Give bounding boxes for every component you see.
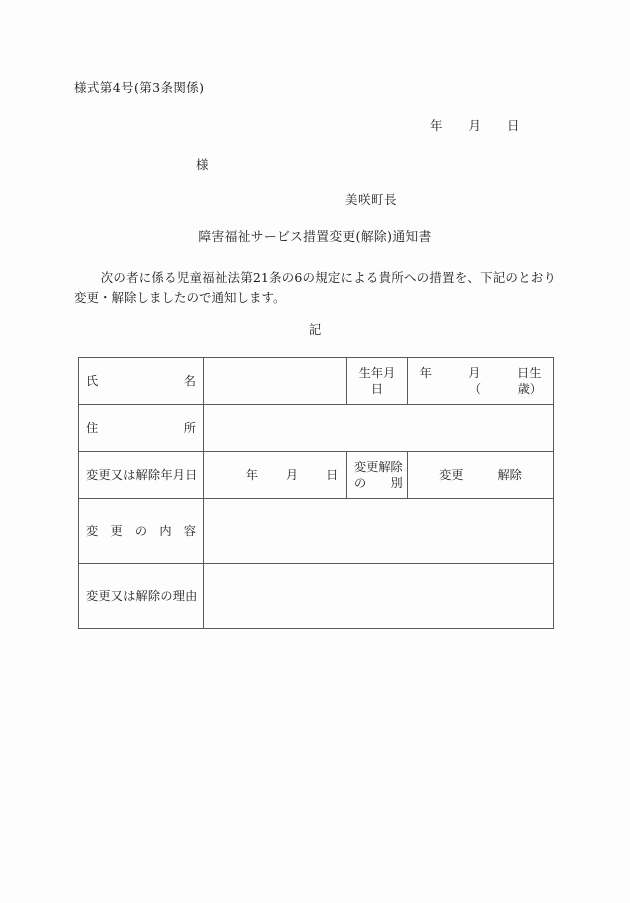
table-row: [79, 358, 554, 405]
change-cancel-type-line2: の 別: [354, 476, 403, 490]
addressee-honorific: 様: [196, 157, 209, 172]
table-row: [79, 499, 554, 564]
field-change-date-value[interactable]: [204, 452, 347, 499]
field-name-value[interactable]: [204, 358, 347, 405]
date-year-label: 年: [430, 118, 443, 133]
label-change-cancel-type: [347, 452, 408, 499]
ki-mark: 記: [308, 322, 322, 337]
birthdate-line1: 年 月 日生: [419, 365, 542, 380]
change-date-day-label: 日: [326, 467, 339, 482]
change-date-month-label: 月: [285, 467, 299, 482]
field-change-content-value[interactable]: [204, 499, 554, 564]
field-change-cancel-reason-value[interactable]: [204, 564, 554, 629]
field-address-value[interactable]: [204, 405, 554, 452]
date-month-label: 月: [468, 118, 482, 133]
label-change-or-cancel-date: 変更又は解除年月日: [79, 452, 204, 499]
document-title: 障害福祉サービス措置変更(解除)通知書: [198, 230, 432, 245]
label-address: 住 所: [79, 405, 204, 452]
body-paragraph: 次の者に係る児童福祉法第21条の6の規定による貴所への措置を、下記のとおり変更・解除しましたので通知します。: [74, 270, 556, 306]
change-date-year-label: 年: [245, 467, 258, 482]
label-change-cancel-reason: 変更又は解除の理由: [79, 564, 204, 629]
table-row: [79, 452, 554, 499]
field-change-cancel-options[interactable]: [408, 452, 554, 499]
option-cancel[interactable]: 解除: [497, 467, 522, 482]
issuer-name: 美咲町長: [345, 192, 398, 207]
label-name: 氏 名: [79, 358, 204, 405]
notification-form-table: [78, 357, 554, 629]
table-row: [79, 405, 554, 452]
date-day-label: 日: [507, 118, 520, 133]
date-line: [430, 116, 520, 134]
table-row: [79, 564, 554, 629]
birthdate-age-line: （ 歳）: [468, 382, 542, 396]
label-change-content: 変 更 の 内 容: [79, 499, 204, 564]
label-birthdate: 生年月日: [347, 358, 408, 405]
field-birthdate-value[interactable]: [408, 358, 554, 405]
option-change[interactable]: 変更: [439, 467, 464, 482]
change-cancel-type-line1: 変更解除: [354, 459, 403, 474]
form-number: 様式第4号(第3条関係): [74, 80, 205, 95]
